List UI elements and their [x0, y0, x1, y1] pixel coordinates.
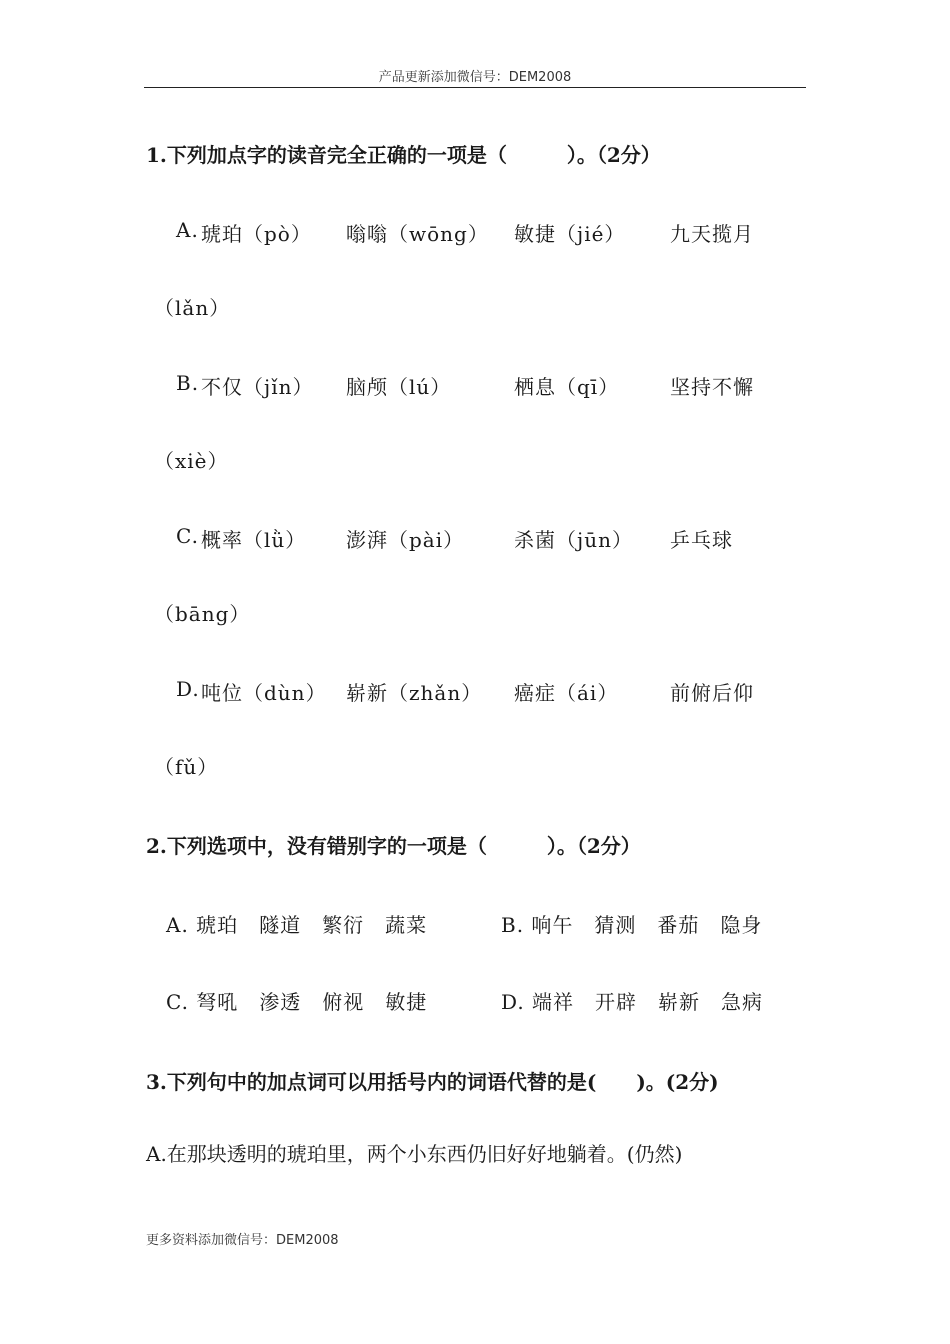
q2-option-c: C. 弩吼 渗透 俯视 敏捷	[166, 990, 428, 1014]
q1-option-b-item-3: 栖息（qī）	[514, 375, 620, 399]
q1-option-a-item-3: 敏捷（jié）	[514, 222, 626, 246]
q1-option-b-item-2: 脑颅（lú）	[346, 375, 452, 399]
question-1: 1.下列加点字的读音完全正确的一项是（ ）。（2分）	[146, 143, 661, 167]
q2-option-a: A. 琥珀 隧道 繁衍 蔬菜	[166, 913, 428, 937]
q1-option-d-item-2: 崭新（zhǎn）	[346, 681, 483, 705]
q1-option-a-item-1: 琥珀（pò）	[201, 222, 312, 246]
q1-option-a-item-4: 九天揽月	[670, 222, 754, 246]
q1-option-d-wrap: （fǔ）	[154, 755, 219, 779]
q1-option-d-item-4: 前俯后仰	[670, 681, 754, 705]
q1-option-c-item-2: 澎湃（pài）	[346, 528, 465, 552]
q3-option-a: A.在那块透明的琥珀里，两个小东西仍旧好好地躺着。(仍然)	[146, 1142, 683, 1166]
q1-option-c-item-4: 乒乓球	[670, 528, 733, 552]
q1-option-b-item-1: 不仅（jǐn）	[201, 375, 314, 399]
q1-option-d-item-3: 癌症（ái）	[514, 681, 619, 705]
question-3: 3.下列句中的加点词可以用括号内的词语代替的是( )。(2分)	[146, 1070, 719, 1094]
q1-option-a-letter: A.	[176, 218, 199, 242]
q1-option-a-item-2: 嗡嗡（wōng）	[346, 222, 489, 246]
q1-option-b-item-4: 坚持不懈	[670, 375, 754, 399]
q2-option-b: B. 响午 猜测 番茄 隐身	[501, 913, 763, 937]
question-2: 2.下列选项中，没有错别字的一项是（ ）。（2分）	[146, 834, 641, 858]
q1-option-c-item-3: 杀菌（jūn）	[514, 528, 633, 552]
page-header: 产品更新添加微信号：DEM2008	[378, 70, 572, 85]
q1-option-b-wrap: （xiè）	[154, 449, 229, 473]
q1-option-c-item-1: 概率（lǜ）	[201, 528, 307, 552]
q2-option-d: D. 端祥 开辟 崭新 急病	[501, 990, 764, 1014]
q1-option-c-wrap: （bāng）	[154, 602, 251, 626]
q1-option-a-wrap: （lǎn）	[154, 296, 231, 320]
page-footer: 更多资料添加微信号：DEM2008	[146, 1233, 339, 1248]
q1-option-c-letter: C.	[176, 524, 199, 548]
q1-option-d-item-1: 吨位（dùn）	[201, 681, 327, 705]
header-rule	[144, 87, 806, 88]
q1-option-d-letter: D.	[176, 677, 200, 701]
q1-option-b-letter: B.	[176, 371, 200, 395]
